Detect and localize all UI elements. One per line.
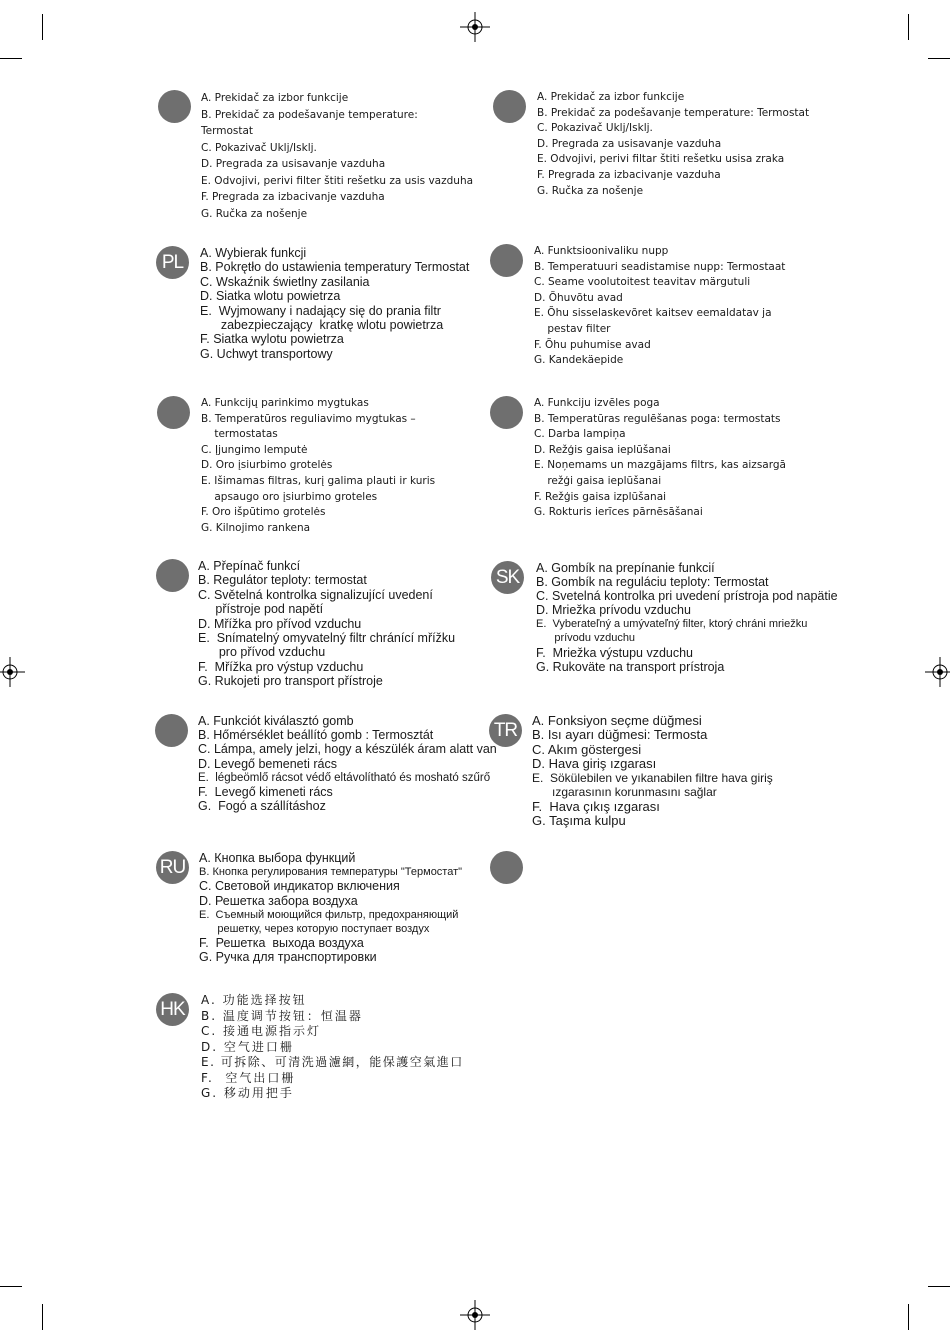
list-item: B. Isı ayarı düğmesi: Termosta (532, 727, 708, 743)
list-item: B. Temperatuuri seadistamise nupp: Termostaat (534, 260, 786, 273)
list-item: D. Hava giriş ızgarası (532, 755, 657, 771)
registration-mark-icon (460, 1300, 490, 1330)
registration-mark-icon (460, 12, 490, 42)
language-badge (155, 714, 188, 747)
parts-list (200, 246, 469, 361)
list-item: F. Hava çıkış ızgarası (532, 798, 660, 814)
list-item: G. 移动用把手 (201, 1086, 294, 1100)
parts-list (537, 90, 809, 199)
list-item: C. Pokazivač Uklj/Isklj. (201, 141, 317, 154)
list-item: F. Siatka wylotu powietrza (200, 332, 344, 347)
list-item: D. Oro įsiurbimo grotelės (201, 459, 333, 472)
language-badge: TR (489, 714, 522, 747)
list-item: G. Kandekäepide (534, 354, 624, 367)
list-item: F. Levegő kimeneti rács (198, 785, 333, 800)
list-item: E. Odvojivi, perivi filtar štiti rešetku usisa zraka (537, 153, 785, 166)
list-item: ızgarasının korunmasını sağlar (532, 785, 717, 800)
crop-mark (908, 1304, 909, 1330)
language-badge: HK (156, 993, 189, 1026)
language-badge: RU (156, 851, 189, 884)
list-item: B. Hőmérséklet beállító gomb : Termosztát (198, 728, 434, 743)
list-item: F. Mriežka výstupu vzduchu (536, 645, 694, 660)
list-item: A. Funkciót kiválasztó gomb (198, 714, 354, 728)
list-item: B. Prekidač za podešavanje temperature: Termostat (537, 106, 810, 119)
list-item: E. Odvojivi, perivi filter štiti rešetku za usis vazduha (201, 174, 474, 187)
list-item: C. Seame voolutoitest teavitav märgutuli (534, 276, 751, 289)
list-item: B. Pokrętło do ustawienia temperatury Termostat (200, 260, 470, 275)
list-item: F. Mřížka pro výstup vzduchu (198, 659, 364, 674)
list-item: решетку, через которую поступает воздух (199, 923, 430, 936)
list-item: G. Kilnojimo rankena (201, 521, 311, 534)
list-item: přístroje pod napětí (198, 602, 324, 617)
list-item: F. Pregrada za izbacivanje vazduha (537, 168, 721, 181)
parts-list (534, 396, 786, 521)
list-item: G. Ručka za nošenje (537, 184, 644, 197)
list-item: D. Siatka wlotu powietrza (200, 289, 341, 304)
list-item: prívodu vzduchu (536, 632, 636, 645)
list-item: C. Pokazivač Uklj/Isklj. (537, 122, 653, 135)
language-badge (490, 396, 523, 429)
parts-list (532, 714, 773, 828)
list-item: A. Funkcijų parinkimo mygtukas (201, 397, 369, 409)
list-item: D. Mriežka prívodu vzduchu (536, 603, 691, 618)
crop-mark (0, 58, 22, 59)
list-item: E. légbeömlő rácsot védő eltávolítható és mosható szűrő (198, 771, 491, 784)
list-item: E. Sökülebilen ve yıkanabilen filtre hava giriş (532, 771, 773, 786)
list-item: C. Lámpa, amely jelzi, hogy a készülék áram alatt van (198, 742, 497, 757)
list-item: Termostat (201, 125, 254, 137)
list-item: C. Įjungimo lemputė (201, 443, 308, 456)
language-badge: SK (491, 561, 524, 594)
list-item: C. Světelná kontrolka signalizující uvedení (198, 587, 433, 602)
list-item: D. Pregrada za usisavanje vazduha (537, 137, 722, 150)
list-item: G. Fogó a szállításhoz (198, 799, 326, 814)
parts-list (198, 714, 497, 813)
list-item: F. 空气出口栅 (201, 1070, 296, 1085)
list-item: G. Ручка для транспортировки (199, 950, 377, 965)
parts-list (201, 396, 435, 536)
list-item: G. Rukoväte na transport prístroja (536, 659, 725, 674)
crop-mark (928, 1286, 950, 1287)
language-badge (156, 559, 189, 592)
list-item: E. Съемный моющийся фильтр, предохраняющий (199, 908, 459, 921)
list-item: E. 可拆除、可清洗過濾網，能保護空氣進口 (201, 1055, 464, 1069)
list-item: D. Levegő bemeneti rács (198, 756, 337, 771)
list-item: D. Решетка забора воздуха (199, 893, 358, 908)
list-item: C. 接通电源指示灯 (201, 1024, 322, 1038)
registration-mark-icon (0, 657, 25, 687)
list-item: A. Gombík na prepínanie funkcií (536, 561, 715, 575)
list-item: pro přívod vzduchu (198, 645, 326, 660)
list-item: B. Кнопка регулирования температуры "Термостат" (199, 866, 463, 879)
parts-list (199, 851, 462, 965)
list-item: B. 温度调节按钮：恒温器 (201, 1008, 363, 1023)
list-item: A. 功能选择按钮 (201, 993, 307, 1007)
list-item: A. Кнопка выбора функций (199, 851, 356, 865)
list-item: B. Regulátor teploty: termostat (198, 573, 367, 588)
list-item: D. Õhuvõtu avad (534, 291, 623, 304)
language-badge (490, 244, 523, 277)
list-item: F. Režģis gaisa izplūšanai (534, 490, 667, 503)
list-item: apsaugo oro įsiurbimo groteles (201, 490, 378, 503)
crop-mark (0, 1286, 22, 1287)
list-item: E. Õhu sisselaskevõret kaitsev eemaldatav ja (534, 307, 772, 320)
list-item: B. Temperatūras regulēšanas poga: termostats (534, 412, 781, 425)
language-badge (490, 851, 523, 884)
parts-list (201, 90, 473, 222)
list-item: G. Ručka za nošenje (201, 207, 308, 220)
language-badge (158, 90, 191, 123)
list-item: E. Noņemams un mazgājams filtrs, kas aizsargā (534, 459, 786, 472)
list-item: F. Õhu puhumise avad (534, 338, 651, 351)
list-item: G. Rukojeti pro transport přístroje (198, 674, 383, 689)
list-item: A. Fonksiyon seçme düğmesi (532, 713, 702, 728)
list-item: F. Oro išpūtimo grotelės (201, 506, 326, 519)
list-item: režģi gaisa ieplūšanai (534, 474, 662, 487)
parts-list (536, 561, 838, 674)
list-item: D. Mřížka pro přívod vzduchu (198, 616, 362, 631)
list-item: A. Prekidač za izbor funkcije (537, 91, 685, 103)
list-item: A. Funktsioonivaliku nupp (534, 245, 669, 257)
crop-mark (42, 14, 43, 40)
registration-mark-icon (925, 657, 950, 687)
list-item: G. Uchwyt transportowy (200, 346, 333, 361)
list-item: pestav filter (534, 322, 611, 335)
parts-list (534, 244, 785, 369)
list-item: E. Wyjmowany i nadający się do prania filtr (200, 303, 441, 318)
crop-mark (928, 58, 950, 59)
list-item: C. Световой индикатор включения (199, 879, 400, 894)
parts-list (198, 559, 455, 689)
list-item: C. Darba lampiņa (534, 428, 626, 441)
list-item: B. Prekidač za podešavanje temperature: (201, 108, 418, 121)
list-item: A. Wybierak funkcji (200, 246, 307, 260)
language-badge (493, 90, 526, 123)
list-item: E. Snímatelný omyvatelný filtr chránící mřížku (198, 631, 456, 646)
list-item: D. 空气进口栅 (201, 1039, 294, 1054)
list-item: B. Temperatūros reguliavimo mygtukas – (201, 412, 416, 425)
list-item: B. Gombík na reguláciu teploty: Termostat (536, 575, 769, 590)
crop-mark (42, 1304, 43, 1330)
list-item: F. Pregrada za izbacivanje vazduha (201, 191, 385, 203)
list-item: zabezpieczający kratkę wlotu powietrza (200, 318, 444, 333)
list-item: C. Wskaźnik świetlny zasilania (200, 274, 370, 289)
list-item: F. Решетка выхода воздуха (199, 936, 364, 951)
list-item: E. Vyberateľný a umývateľný filter, ktorý chráni mriežku (536, 618, 808, 631)
list-item: A. Přepínač funkcí (198, 559, 301, 573)
language-badge: PL (156, 246, 189, 279)
list-item: termostatas (201, 428, 278, 441)
list-item: G. Taşıma kulpu (532, 813, 626, 829)
crop-mark (908, 14, 909, 40)
parts-list (201, 993, 464, 1102)
list-item: C. Svetelná kontrolka pri uvedení prístroja pod napätie (536, 589, 838, 604)
list-item: A. Funkciju izvēles poga (534, 397, 660, 409)
list-item: D. Pregrada za usisavanje vazduha (201, 158, 386, 170)
language-badge (157, 396, 190, 429)
list-item: C. Akım göstergesi (532, 741, 642, 757)
list-item: G. Rokturis ierīces pārnēsāšanai (534, 506, 703, 519)
list-item: D. Režģis gaisa ieplūšanai (534, 443, 671, 456)
list-item: E. Išimamas filtras, kurį galima plauti ir kuris (201, 474, 436, 487)
list-item: A. Prekidač za izbor funkcije (201, 92, 349, 104)
